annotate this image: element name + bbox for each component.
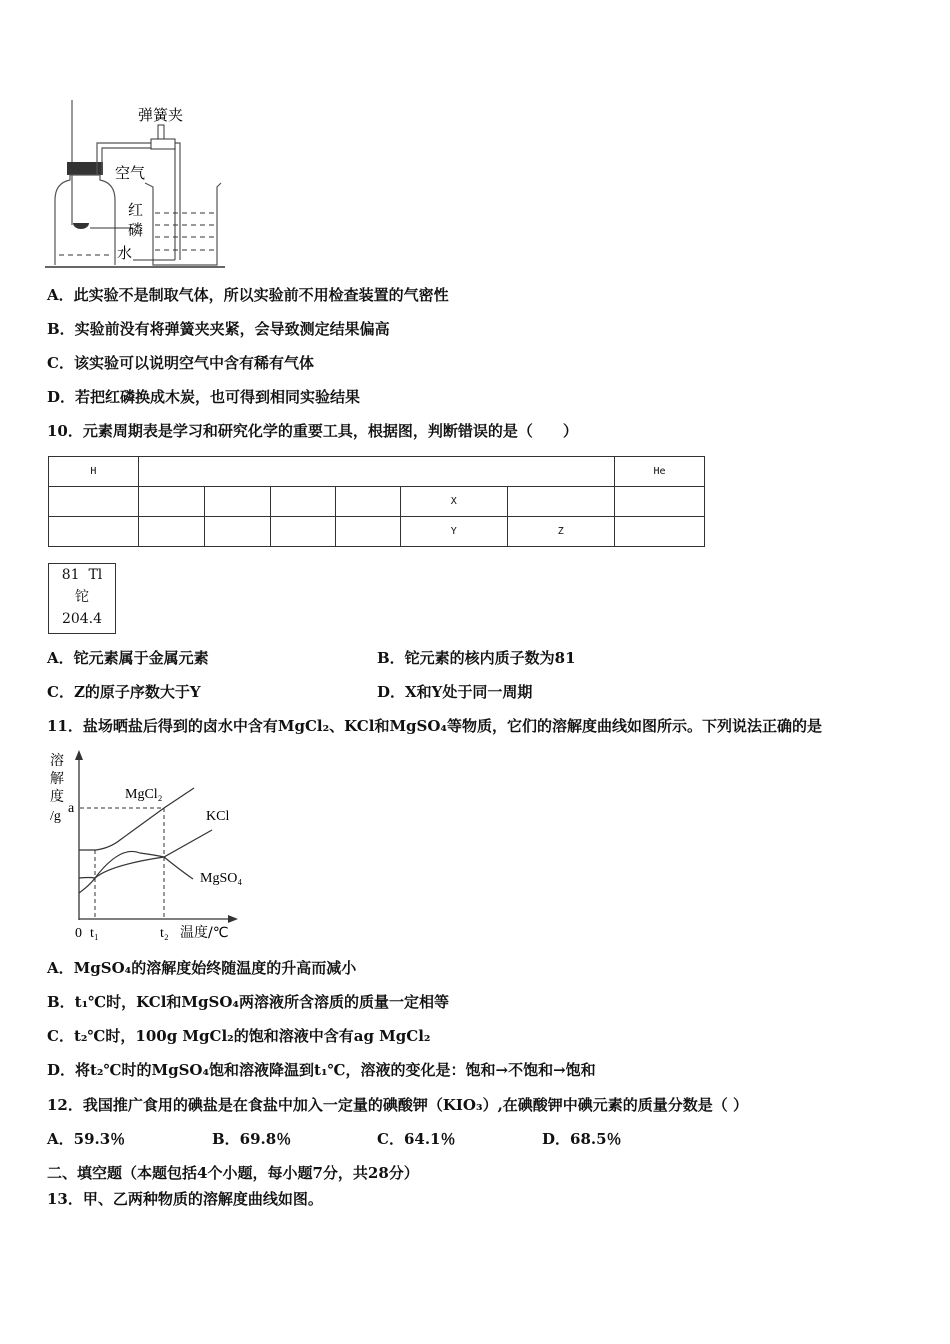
q12-option-c: C．64.1％: [377, 1130, 456, 1148]
mgcl2-label: MgCl₂: [125, 787, 163, 802]
q12-stem: 12．我国推广食用的碘盐是在食盐中加入一定量的碘酸钾（KIO₃）,在碘酸钾中碘元素的质量分数是（ ）: [47, 1096, 749, 1114]
q10-stem: 10．元素周期表是学习和研究化学的重要工具，根据图，判断错误的是（ ）: [47, 422, 578, 440]
q9-option-d: D．若把红磷换成木炭，也可得到相同实验结果: [47, 388, 361, 406]
kcl-curve: [79, 830, 212, 893]
t1-tick-label: t₁: [90, 926, 99, 941]
y-axis-label-2: 解: [50, 771, 64, 787]
periodic-table-fragment: [48, 456, 705, 547]
q12-option-a: A．59.3％: [47, 1130, 126, 1148]
water-label: 水: [117, 244, 133, 262]
q11-option-b: B．t₁℃时，KCl和MgSO₄两溶液所含溶质的质量一定相等: [47, 993, 449, 1011]
y-axis-label-4: /g: [50, 809, 61, 824]
atomic-number: 81: [61, 567, 80, 583]
solubility-curve-chart: [40, 745, 260, 945]
q13-stem: 13．甲、乙两种物质的溶解度曲线如图。: [47, 1190, 323, 1208]
q10-option-c: C．Z的原子序数大于Y: [47, 683, 201, 701]
q12-option-b: B．69.8％: [212, 1130, 292, 1148]
cell-empty: [138, 457, 614, 487]
q9-option-c: C．该实验可以说明空气中含有稀有气体: [47, 354, 314, 372]
y-axis-label-3: 度: [50, 789, 64, 805]
q11-option-a: A．MgSO₄的溶解度始终随温度的升高而减小: [47, 959, 357, 977]
y-axis-label-1: 溶: [50, 753, 64, 769]
clamp-label: 弹簧夹: [138, 106, 184, 124]
t2-tick-label: t₂: [160, 926, 169, 941]
cell-z: Z: [507, 517, 615, 547]
q12-option-d: D．68.5％: [542, 1130, 622, 1148]
element-symbol: Tl: [88, 567, 103, 583]
q10-option-d: D．X和Y处于同一周期: [377, 683, 533, 701]
cell-y: Y: [401, 517, 508, 547]
red-phosphorus-apparatus-diagram: [45, 95, 230, 275]
q11-option-d: D．将t₂℃时的MgSO₄饱和溶液降温到t₁℃，溶液的变化是：饱和→不饱和→饱和: [47, 1061, 596, 1079]
x-axis-label: 温度/℃: [180, 925, 229, 941]
a-tick-label: a: [68, 801, 75, 816]
origin-label: 0: [75, 926, 82, 941]
air-label: 空气: [115, 164, 146, 182]
q11-stem: 11．盐场晒盐后得到的卤水中含有MgCl₂、KCl和MgSO₄等物质，它们的溶解度曲线如图所示。下列说法正确的是: [47, 717, 823, 735]
q11-option-c: C．t₂℃时，100g MgCl₂的饱和溶液中含有ag MgCl₂: [47, 1027, 431, 1045]
cell-he: He: [615, 457, 705, 487]
q10-option-a: A．铊元素属于金属元素: [47, 649, 209, 667]
cell-h: H: [49, 457, 139, 487]
mgso4-label: MgSO₄: [200, 871, 243, 886]
phosphorus-label-2: 磷: [128, 221, 144, 239]
phosphorus-label-1: 红: [128, 201, 144, 219]
q9-option-b: B．实验前没有将弹簧夹夹紧，会导致测定结果偏高: [47, 320, 390, 338]
element-name: 铊: [75, 589, 89, 605]
cell-x: X: [401, 487, 508, 517]
atomic-mass: 204.4: [61, 611, 103, 627]
q9-option-a: A．此实验不是制取气体，所以实验前不用检查装置的气密性: [47, 286, 449, 304]
q10-option-b: B．铊元素的核内质子数为81: [377, 649, 576, 667]
kcl-label: KCl: [206, 809, 230, 824]
section-2-heading: 二、填空题（本题包括4个小题，每小题7分，共28分）: [47, 1164, 419, 1182]
mgso4-curve: [79, 851, 193, 879]
thallium-element-card: [48, 563, 116, 634]
